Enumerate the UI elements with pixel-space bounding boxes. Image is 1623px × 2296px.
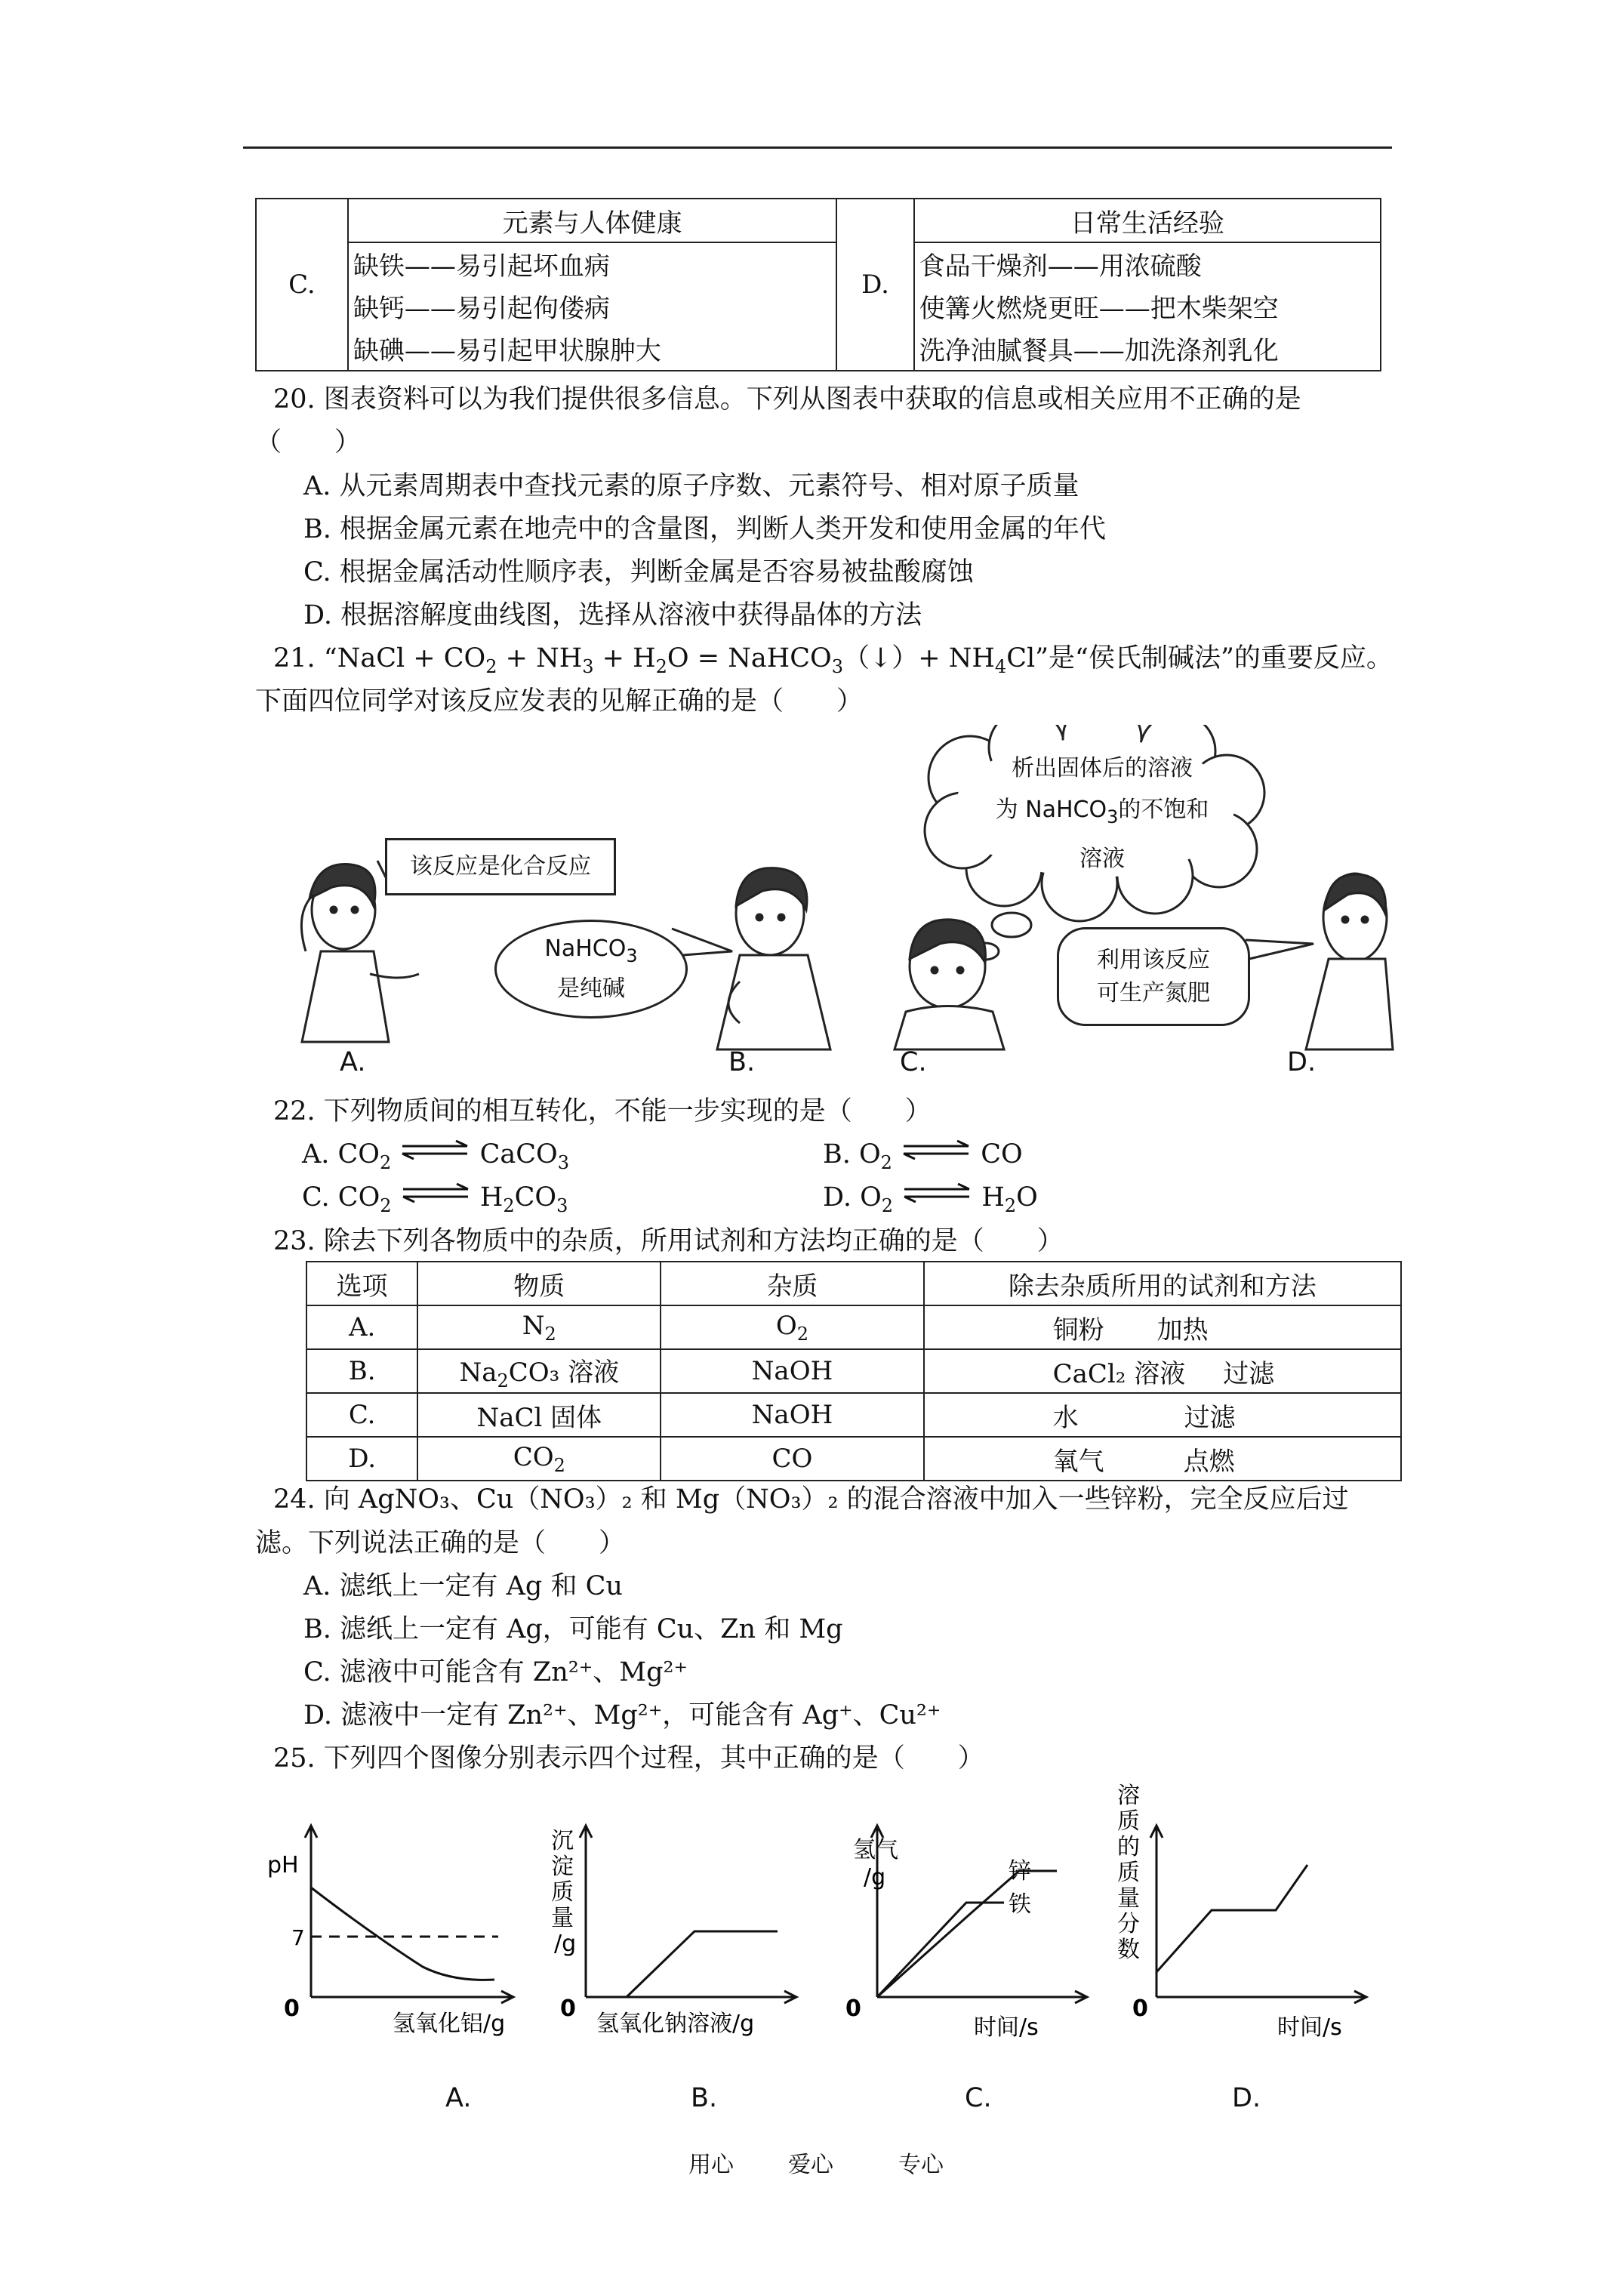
table-row: C. NaCl 固体 NaOH 水 过滤 — [306, 1393, 1401, 1437]
student-d-figure — [1306, 874, 1393, 1049]
graph-b — [551, 1812, 823, 2061]
left-row: 缺铁——易引起坏血病 — [348, 242, 836, 285]
svg-text:/g: /g — [554, 1931, 577, 1957]
left-row: 缺钙——易引起佝偻病 — [348, 285, 836, 327]
q20-option-d: D. 根据溶解度曲线图，选择从溶液中获得晶体的方法 — [303, 600, 922, 630]
x-axis-label: 氢氧化钠溶液/g — [596, 2011, 755, 2037]
q20-option-c: C. 根据金属活动性顺序表，判断金属是否容易被盐酸腐蚀 — [303, 557, 974, 587]
option-d-label: D. — [836, 199, 913, 371]
y-axis — [305, 1826, 317, 1997]
right-row: 食品干燥剂——用浓硫酸 — [914, 242, 1381, 285]
q25-label-d: D. — [1232, 2083, 1261, 2113]
q24-option-b: B. 滤纸上一定有 Ag，可能有 Cu、Zn 和 Mg — [303, 1614, 843, 1644]
q20-paren: （ ） — [255, 427, 362, 458]
q21-label-b: B. — [728, 1047, 756, 1077]
svg-text:溶: 溶 — [1117, 1783, 1140, 1809]
left-title: 元素与人体健康 — [348, 199, 836, 242]
table-header: 选项 — [306, 1262, 417, 1305]
legend-zinc: 锌 — [1009, 1858, 1031, 1885]
graph-a — [257, 1812, 544, 2061]
q20-option-b: B. 根据金属元素在地壳中的含量图，判断人类开发和使用金属的年代 — [303, 514, 1106, 544]
x-axis-label: 时间/s — [1277, 2014, 1342, 2041]
reversible-arrow-icon — [901, 1183, 973, 1203]
y-axis-label — [1117, 1783, 1140, 1963]
q21-label-a: A. — [340, 1047, 366, 1077]
q21-label-c: C. — [900, 1047, 927, 1077]
y-axis — [580, 1826, 592, 1997]
q25-stem: 25. 下列四个图像分别表示四个过程，其中正确的是（ ） — [273, 1743, 984, 1774]
q24-line2: 滤。下列说法正确的是（ ） — [255, 1528, 626, 1558]
student-c-figure — [895, 920, 1004, 1049]
table-header: 杂质 — [661, 1262, 923, 1305]
q24-option-c: C. 滤液中可能含有 Zn²⁺、Mg²⁺ — [303, 1657, 688, 1687]
ph-curve — [311, 1888, 494, 1980]
x-axis-label: 时间/s — [974, 2014, 1039, 2041]
right-title: 日常生活经验 — [914, 199, 1381, 242]
table-header: 物质 — [417, 1262, 661, 1305]
q21-line2: 下面四位同学对该反应发表的见解正确的是（ ） — [255, 686, 864, 717]
q25-label-a: A. — [445, 2083, 472, 2113]
reversible-arrow-icon — [399, 1140, 471, 1160]
mass-fraction-line — [1156, 1865, 1307, 1972]
q22-option-d: D. $O_2$ $H_2O$ — [823, 1182, 1038, 1216]
header-rule — [243, 146, 1392, 149]
y-axis-label — [551, 1828, 576, 1957]
option-c-label: C. — [256, 199, 348, 371]
svg-text:量: 量 — [551, 1905, 574, 1931]
bubble-d: 利用该反应 可生产氮肥 — [1057, 927, 1250, 1026]
reversible-arrow-icon — [901, 1140, 972, 1160]
q20-stem: 20. 图表资料可以为我们提供很多信息。下列从图表中获取的信息或相关应用不正确的是 — [273, 384, 1301, 415]
q25-label-c: C. — [965, 2083, 992, 2113]
student-b-figure — [717, 868, 830, 1049]
table-row: B. $Na_2CO_3$ 溶液 NaOH CaCl₂ 溶液 过滤 — [306, 1349, 1401, 1393]
x-axis — [586, 1991, 796, 2003]
q24-option-d: D. 滤液中一定有 Zn²⁺、Mg²⁺，可能含有 Ag⁺、Cu²⁺ — [303, 1700, 941, 1730]
graph-d — [1110, 1782, 1397, 2061]
graph-c — [830, 1812, 1110, 2061]
bubble-a: 该反应是化合反应 — [385, 838, 616, 895]
health-life-table — [255, 198, 1381, 371]
q20-option-a: A. 从元素周期表中查找元素的原子序数、元素符号、相对原子质量 — [303, 471, 1079, 501]
origin-label: 0 — [284, 1996, 300, 2022]
table-row: A. $N_2$ $O_2$ 铜粉 加热 — [306, 1305, 1401, 1349]
y-axis-unit: /g — [864, 1864, 886, 1891]
origin-label: 0 — [1132, 1996, 1148, 2022]
legend-iron: 铁 — [1009, 1891, 1031, 1918]
svg-text:淀: 淀 — [551, 1854, 574, 1880]
svg-text:质: 质 — [1117, 1808, 1140, 1835]
q22-stem: 22. 下列物质间的相互转化，不能一步实现的是（ ） — [273, 1096, 932, 1126]
y-axis-label: pH — [267, 1852, 299, 1878]
q22-option-c: C. $CO_2$ $H_2CO_3$ — [302, 1182, 568, 1216]
q25-label-b: B. — [691, 2083, 718, 2113]
x-axis — [311, 1991, 513, 2003]
origin-label: 0 — [560, 1996, 576, 2022]
y-tick-7: 7 — [291, 1925, 305, 1950]
footer-yongxin: 用心 — [688, 2152, 734, 2178]
footer-aixin: 爱心 — [788, 2152, 833, 2178]
iron-line — [877, 1903, 1004, 1997]
table-header: 除去杂质所用的试剂和方法 — [924, 1262, 1401, 1305]
bubble-c: 析出固体后的溶液 为 NaHCO$_3$的不饱和 溶液 — [995, 755, 1209, 872]
right-row: 使篝火燃烧更旺——把木柴架空 — [914, 285, 1381, 327]
x-axis-label: 氢氧化铝/g — [393, 2011, 506, 2037]
precipitate-line — [627, 1931, 778, 1997]
q23-stem: 23. 除去下列各物质中的杂质，所用试剂和方法均正确的是（ ） — [273, 1226, 1064, 1256]
x-axis — [1156, 1991, 1366, 2003]
bubble-b: NaHCO$_3$ 是纯碱 — [494, 920, 688, 1019]
impurity-table — [306, 1261, 1402, 1481]
footer-zhuanxin: 专心 — [898, 2152, 944, 2178]
zinc-line — [877, 1871, 1057, 1997]
q24-line1: 24. 向 AgNO₃、Cu（NO₃）₂ 和 Mg（NO₃）₂ 的混合溶液中加入一些锌粉，完全反应后过 — [273, 1484, 1349, 1515]
bubble-d-tail — [1246, 940, 1313, 959]
q22-option-b: B. $O_2$ CO — [823, 1139, 1023, 1173]
svg-text:量: 量 — [1117, 1885, 1140, 1912]
left-row: 缺碘——易引起甲状腺肿大 — [348, 327, 836, 371]
svg-text:质: 质 — [551, 1879, 574, 1906]
x-axis — [877, 1991, 1087, 2003]
origin-label: 0 — [845, 1996, 861, 2022]
svg-text:质: 质 — [1117, 1860, 1140, 1886]
svg-text:的: 的 — [1117, 1834, 1140, 1860]
q21-label-d: D. — [1287, 1047, 1317, 1077]
reversible-arrow-icon — [400, 1183, 472, 1203]
svg-text:沉: 沉 — [551, 1828, 574, 1854]
svg-text:数: 数 — [1117, 1937, 1140, 1963]
right-row: 洗净油腻餐具——加洗涤剂乳化 — [914, 327, 1381, 371]
svg-text:分: 分 — [1117, 1911, 1140, 1937]
y-axis-label: 氢气 — [853, 1837, 898, 1863]
table-row: D. $CO_2$ CO 氧气 点燃 — [306, 1437, 1401, 1481]
q24-option-a: A. 滤纸上一定有 Ag 和 Cu — [303, 1571, 623, 1601]
q21-stem: 21. “NaCl + $CO_2 + NH_3 + H_2O$ = NaHCO$_3$（↓）+ $NH_4Cl$”是“侯氏制碱法”的重要反应。 — [273, 643, 1393, 677]
q22-option-a: A. $CO_2$ CaCO$_3$ — [302, 1139, 569, 1173]
